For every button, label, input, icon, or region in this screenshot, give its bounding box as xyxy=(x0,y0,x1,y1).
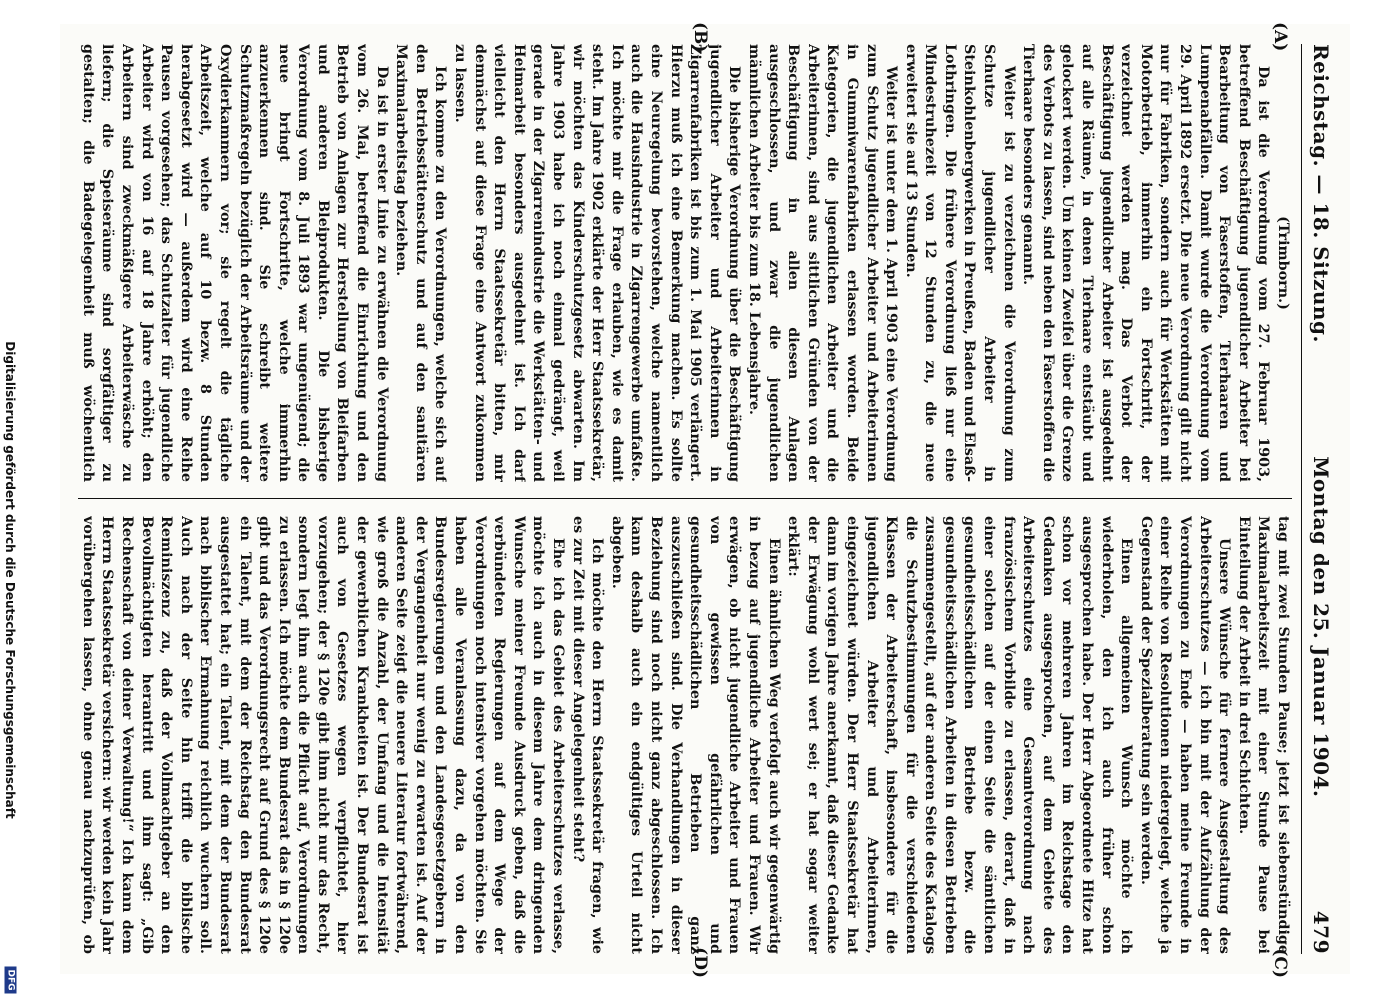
margin-mark-b: (B) xyxy=(690,22,710,53)
right-column xyxy=(78,516,1292,954)
paragraph: Weiter ist unter dem 1. April 1903 eine Verordnung zum Schutz jugendlicher Arbeiter und Arbeiterinnen in Gummiwarenfabriken erlassen worden. Beide Kategorien, die jugendlichen Arbeiter und die Arbeiterinnen, sind aus sittlichen Gründen von der Beschäftigung in allen diesen Anlagen ausgeschlossen, und zwar die jugendlichen männlichen Arbeiter bis zum 18. Lebensjahre. xyxy=(745,44,900,482)
paragraph: Da ist in erster Linie zu erwähnen die Verordnung vom 26. Mai, betreffend die Einrichtung und den Betrieb von Anlagen zur Herstellung von Bleifarben und anderen Bleiprodukten. Die bisherige Verordnung vom 8. Juli 1893 war ungenügend; die neue bringt Fortschritte, welche immerhin anzuerkennen sind. Sie schreibt weitere Schutzmaßregeln bezüglich der Arbeitsräume und der Oxydierkammern vor; sie regelt die tägliche Arbeitszeit, welche auf 10 bezw. 8 Stunden herabgesetzt wird — außerdem wird eine Reihe Pausen vorgesehen; das Schutzalter für jugendliche Arbeiter wird von 16 auf 18 Jahre erhöht; den Arbeitern sind zweckmäßigere Arbeiterwäsche zu liefern; die Speiseräume sind sorgfältiger zu gestalten; die Badegelegenheit muß wöchentlich xyxy=(79,44,390,482)
header-left: Reichstag. — 18. Sitzung. xyxy=(1309,44,1333,343)
paragraph: Einen allgemeinen Wunsch möchte ich wiederholen, den ich auch früher schon ausgesprochen habe. Der Herr Abgeordnete Hitze hat schon vor mehreren Jahren im Reichstage den Gedanken ausgesprochen, auf dem Gebiete des Arbeiterschutzes eine Gesamtverordnung nach französischem Vorbilde zu erlassen, derart, daß in einer solchen auf der einen Seite die sämtlichen gesundheitsschädlichen Betriebe bezw. die gesundheitsschädlichen Arbeiten in diesen Betrieben zusammengestellt, auf der anderen Seite des Katalogs die Schutzbestimmungen für die verschiedenen Klassen der Arbeiterschaft, insbesondere für die jugendlichen Arbeiter und Arbeiterinnen, eingezeichnet würden. Der Herr Staatssekretär hat dann im vorigen Jahre anerkannt, daß dieser Gedanke der Erwägung wohl wert sei; er hat sogar weiter erklärt: xyxy=(785,516,1135,954)
paragraph: tag mit zwei Stunden Pause; jetzt ist siebenstündige Maximalarbeitszeit mit einer Stunde Pause bei Einteilung der Arbeit in drei Schichten. xyxy=(1235,516,1291,954)
rotated-page-content xyxy=(60,22,1350,978)
page-number: 479 xyxy=(1309,910,1333,954)
paragraph: Ich komme zu den Verordnungen, welche sich auf den Betriebsstättenschutz und auf den sanitären Maximalarbeitstag beziehen. xyxy=(393,44,449,482)
margin-mark-a: (A) xyxy=(1270,22,1290,52)
paragraph: Ich möchte den Herrn Staatssekretär fragen, wie es zur Zeit mit dieser Angelegenheit steht? xyxy=(569,516,606,954)
column-rule xyxy=(78,498,1292,499)
header-date: Montag den 25. Januar 1904. xyxy=(1309,456,1333,798)
margin-mark-d: (D) xyxy=(690,947,710,978)
margin-mark-c: (C) xyxy=(1270,948,1290,978)
header-rule xyxy=(1301,44,1302,954)
scanned-page xyxy=(60,22,1350,978)
paragraph: Da ist die Verordnung vom 27. Februar 1903, betreffend Beschäftigung jugendlicher Arbeiter bei Bearbeitung von Faserstoffen, Tierhaaren und Lumpenabfällen. Damit wurde die Verordnung vom 29. April 1892 ersetzt. Die neue Verordnung gilt nicht nur für Fabriken, sondern auch für Werkstätten mit Motorbetrieb, immerhin ein Fortschritt, der verzeichnet werden mag. Das Verbot der Beschäftigung jugendlicher Arbeiter ist ausgedehnt auf alle Räume, in denen Tierhaare entstäubt und gelockert werden. Um keinen Zweifel über die Grenze des Verbots zu lassen, sind neben den Faserstoffen die Tierhaare besonders genannt. xyxy=(1020,44,1272,482)
digitization-credit xyxy=(0,0,20,1000)
paragraph: Weiter ist zu verzeichnen die Verordnung zum Schutze jugendlicher Arbeiter in Steinkohlenbergwerken in Preußen, Baden und Elsaß-Lothringen. Die frühere Verordnung ließ nur eine Mindestruhezeit von 12 Stunden zu, die neue erweitert sie auf 13 Stunden. xyxy=(902,44,1017,482)
quotation: Einen ähnlichen Weg verfolgt auch wir gegenwärtig in bezug auf jugendliche Arbeiter und Frauen. Wir erwägen, ob nicht jugendliche Arbeiter und Frauen von gewissen gefährlichen und gesundheitsschädlichen Betrieben ganz auszuschließen sind. Die Verhandlungen in dieser Beziehung sind noch nicht ganz abgeschlossen. Ich kann deshalb auch ein endgültiges Urteil nicht abgeben. xyxy=(608,516,782,954)
dfg-logo xyxy=(1,966,19,994)
speaker-name: (Trimborn.) xyxy=(1275,216,1291,310)
credit-text: Digitalisierung gefördert durch die Deutsche Forschungsgemeinschaft xyxy=(3,341,17,819)
page-header xyxy=(1306,44,1336,954)
paragraph: Ehe ich das Gebiet des Arbeiterschutzes verlasse, möchte ich auch in diesem Jahre dem dringenden Wunsche meiner Freunde Ausdruck geben, daß die verbündeten Regierungen auf dem Wege der Verordnungen noch intensiver vorgehen möchten. Sie haben alle Veranlassung dazu, da von den Bundesregierungen und den Landesgesetzgebern in der Vergangenheit nur wenig zu erwarten ist. Auf der anderen Seite zeigt die neuere Literatur fortwährend, wie groß die Anzahl, der Umfang und die Intensität der gewerblichen Krankheiten ist. Der Bundesrat ist auch von Gesetzes wegen verpflichtet, hier vorzugehen; der § 120e gibt ihm nicht nur das Recht, sondern legt ihm auch die Pflicht auf, Verordnungen zu erlassen. Ich möchte dem Bundesrat das in § 120e gibt und das Verordnungsrecht auf Grund des § 120e ein Talent, mit dem der Reichstag den Bundesrat ausgestattet hat; ein Talent, mit dem der Bundesrat nach biblischer Ermahnung reichlich wuchern soll. Auch nach der Seite hin trifft die biblische Reminiszenz zu, daß der Vollmachtgeber an den Bevollmächtigten herantritt und ihm sagt: „Gib Rechenschaft von deiner Verwaltung!“ Ich kann dem Herrn Staatssekretär versichern: wir werden kein Jahr vorübergehen lassen, ohne genau nachzuprüfen, ob xyxy=(79,516,567,954)
paragraph: Unsere Wünsche für fernere Ausgestaltung des Arbeiterschutzes — ich bin mit der Aufzählung der Verordnungen zu Ende — haben meine Freunde in einer Reihe von Resolutionen niedergelegt, welche ja Gegenstand der Spezialberatung sein werden. xyxy=(1137,516,1233,954)
dfg-logo-text: DFG xyxy=(4,966,16,993)
left-column xyxy=(78,44,1292,482)
paragraph: Die bisherige Verordnung über die Beschäftigung jugendlicher Arbeiter und Arbeiterinnen in Zigarrenfabriken ist bis zum 1. Mai 1905 verlängert. Hierzu muß ich eine Bemerkung machen. Es sollte eine Neuregelung bevorstehen, welche namentlich auch die Hausindustrie in Zigarrengewerbe umfaßte. Ich möchte mir die Frage erlauben, wie es damit steht. Im Jahre 1902 erklärte der Herr Staatssekretär, wir möchten das Kinderschutzgesetz abwarten. Im Jahre 1903 habe ich noch einmal gedrängt, weil gerade in der Zigarrenindustrie die Werkstätten- und Heimarbeit besonders ausgedehnt ist. Ich darf vielleicht den Herrn Staatssekretär bitten, mir demnächst auf diese Frage eine Antwort zukommen zu lassen. xyxy=(452,44,743,482)
